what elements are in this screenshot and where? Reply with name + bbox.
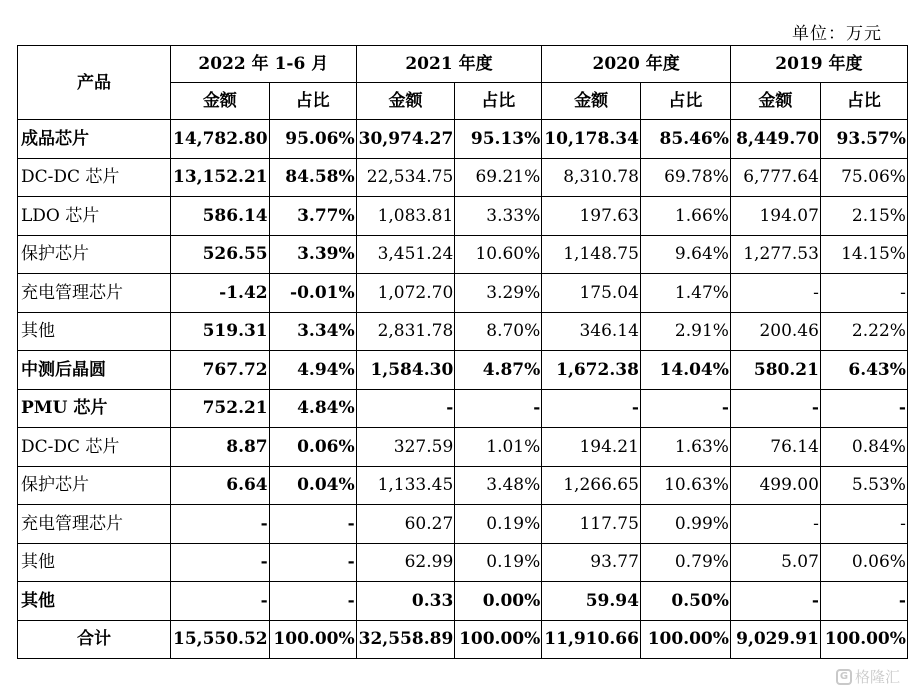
table-cell: 1,148.75: [542, 235, 641, 274]
table-cell: -: [269, 582, 356, 621]
table-cell: 3.33%: [455, 197, 542, 236]
table-cell: -: [269, 543, 356, 582]
table-cell: 1.66%: [640, 197, 730, 236]
total-cell: 15,550.52: [171, 620, 270, 659]
header-ratio: 占比: [455, 83, 542, 120]
table-cell: 0.19%: [455, 505, 542, 544]
table-cell: 0.33: [356, 582, 455, 621]
table-cell: 85.46%: [640, 120, 730, 159]
table-cell: 14.15%: [820, 235, 907, 274]
row-label: 成品芯片: [18, 120, 171, 159]
table-cell: 2.22%: [820, 312, 907, 351]
table-row: [18, 158, 908, 197]
table-cell: 2.91%: [640, 312, 730, 351]
table-cell: -: [730, 582, 820, 621]
table-cell: 117.75: [542, 505, 641, 544]
table-cell: 4.84%: [269, 389, 356, 428]
table-cell: -1.42: [171, 274, 270, 313]
table-cell: -: [542, 389, 641, 428]
table-cell: 526.55: [171, 235, 270, 274]
table-cell: -: [820, 582, 907, 621]
table-cell: 9.64%: [640, 235, 730, 274]
table-cell: 1,266.65: [542, 466, 641, 505]
table-row: [18, 505, 908, 544]
table-cell: -: [171, 505, 270, 544]
table-cell: 10.63%: [640, 466, 730, 505]
table-cell: 197.63: [542, 197, 641, 236]
table-cell: 1,672.38: [542, 351, 641, 390]
table-cell: 60.27: [356, 505, 455, 544]
table-body: [18, 120, 908, 621]
table-cell: 69.78%: [640, 158, 730, 197]
header-period-2021: 2021 年度: [356, 46, 542, 83]
table-row: [18, 466, 908, 505]
table-row: [18, 274, 908, 313]
table-cell: 75.06%: [820, 158, 907, 197]
table-cell: 69.21%: [455, 158, 542, 197]
table-row: [18, 235, 908, 274]
table-cell: 175.04: [542, 274, 641, 313]
table-cell: -: [730, 389, 820, 428]
table-cell: 2.15%: [820, 197, 907, 236]
watermark: [836, 666, 900, 687]
row-label: LDO 芯片: [18, 197, 171, 236]
table-cell: -: [356, 389, 455, 428]
table-cell: -: [171, 543, 270, 582]
table-cell: 8,310.78: [542, 158, 641, 197]
table-cell: 0.04%: [269, 466, 356, 505]
table-cell: 3.48%: [455, 466, 542, 505]
table-cell: -: [820, 274, 907, 313]
row-label: DC-DC 芯片: [18, 158, 171, 197]
table-cell: 8,449.70: [730, 120, 820, 159]
table-cell: 586.14: [171, 197, 270, 236]
table-row: [18, 582, 908, 621]
header-amount: 金额: [542, 83, 641, 120]
watermark-logo-icon: G: [836, 669, 852, 685]
revenue-table: [17, 45, 908, 659]
table-cell: 1,584.30: [356, 351, 455, 390]
table-cell: 95.13%: [455, 120, 542, 159]
table-cell: -: [730, 274, 820, 313]
row-label: 充电管理芯片: [18, 274, 171, 313]
table-cell: 0.84%: [820, 428, 907, 467]
table-row: [18, 120, 908, 159]
table-cell: 10.60%: [455, 235, 542, 274]
table-cell: 84.58%: [269, 158, 356, 197]
table-row: [18, 197, 908, 236]
table-cell: 752.21: [171, 389, 270, 428]
table-cell: 0.00%: [455, 582, 542, 621]
header-row-periods: [18, 46, 908, 83]
table-cell: 0.99%: [640, 505, 730, 544]
table-cell: 6.43%: [820, 351, 907, 390]
table-cell: 3.77%: [269, 197, 356, 236]
header-amount: 金额: [171, 83, 270, 120]
table-cell: 346.14: [542, 312, 641, 351]
header-ratio: 占比: [820, 83, 907, 120]
table-cell: 8.70%: [455, 312, 542, 351]
table-cell: 519.31: [171, 312, 270, 351]
row-label: 其他: [18, 582, 171, 621]
row-label: PMU 芯片: [18, 389, 171, 428]
table-cell: 3.39%: [269, 235, 356, 274]
row-label: 中测后晶圆: [18, 351, 171, 390]
total-cell: 9,029.91: [730, 620, 820, 659]
table-cell: 93.57%: [820, 120, 907, 159]
header-product: 产品: [18, 46, 171, 120]
total-label: 合计: [18, 620, 171, 659]
table-cell: 767.72: [171, 351, 270, 390]
table-cell: 0.50%: [640, 582, 730, 621]
table-cell: 200.46: [730, 312, 820, 351]
row-label: 保护芯片: [18, 466, 171, 505]
row-label: 充电管理芯片: [18, 505, 171, 544]
table-cell: 14.04%: [640, 351, 730, 390]
table-cell: -: [640, 389, 730, 428]
table-cell: 2,831.78: [356, 312, 455, 351]
unit-label: 单位：万元: [792, 24, 882, 44]
table-cell: 13,152.21: [171, 158, 270, 197]
table-cell: -: [171, 582, 270, 621]
table-cell: 10,178.34: [542, 120, 641, 159]
table-cell: 6,777.64: [730, 158, 820, 197]
row-label: DC-DC 芯片: [18, 428, 171, 467]
total-cell: 32,558.89: [356, 620, 455, 659]
header-ratio: 占比: [269, 83, 356, 120]
table-cell: -: [820, 389, 907, 428]
table-cell: 194.21: [542, 428, 641, 467]
watermark-text: 格隆汇: [854, 668, 900, 686]
table-cell: 3.34%: [269, 312, 356, 351]
header-period-2022h1: 2022 年 1-6 月: [171, 46, 357, 83]
table-cell: 5.07: [730, 543, 820, 582]
table-cell: 0.06%: [269, 428, 356, 467]
table-cell: -: [269, 505, 356, 544]
table-cell: -: [455, 389, 542, 428]
table-cell: 4.94%: [269, 351, 356, 390]
row-label: 其他: [18, 543, 171, 582]
table-cell: 0.79%: [640, 543, 730, 582]
table-cell: 194.07: [730, 197, 820, 236]
table-cell: 4.87%: [455, 351, 542, 390]
table-cell: 1.01%: [455, 428, 542, 467]
header-ratio: 占比: [640, 83, 730, 120]
table-cell: 0.06%: [820, 543, 907, 582]
row-label: 保护芯片: [18, 235, 171, 274]
table-cell: 62.99: [356, 543, 455, 582]
table-cell: 6.64: [171, 466, 270, 505]
table-row: [18, 312, 908, 351]
table-cell: 76.14: [730, 428, 820, 467]
table-cell: 499.00: [730, 466, 820, 505]
header-period-2020: 2020 年度: [542, 46, 731, 83]
table-cell: 1,133.45: [356, 466, 455, 505]
table-cell: 95.06%: [269, 120, 356, 159]
total-row: [18, 620, 908, 659]
table-cell: 5.53%: [820, 466, 907, 505]
header-period-2019: 2019 年度: [730, 46, 907, 83]
table-cell: 3,451.24: [356, 235, 455, 274]
table-cell: 1.63%: [640, 428, 730, 467]
table-cell: 1,072.70: [356, 274, 455, 313]
row-label: 其他: [18, 312, 171, 351]
table-cell: -: [730, 505, 820, 544]
table-row: [18, 543, 908, 582]
total-cell: 11,910.66: [542, 620, 641, 659]
total-cell: 100.00%: [455, 620, 542, 659]
table-cell: 22,534.75: [356, 158, 455, 197]
table-cell: 327.59: [356, 428, 455, 467]
table-cell: 14,782.80: [171, 120, 270, 159]
table-cell: 3.29%: [455, 274, 542, 313]
table-cell: 30,974.27: [356, 120, 455, 159]
table-cell: 580.21: [730, 351, 820, 390]
total-cell: 100.00%: [640, 620, 730, 659]
table-row: [18, 389, 908, 428]
table-cell: 1.47%: [640, 274, 730, 313]
header-amount: 金额: [356, 83, 455, 120]
table-cell: -0.01%: [269, 274, 356, 313]
header-amount: 金额: [730, 83, 820, 120]
table-cell: -: [820, 505, 907, 544]
table-cell: 1,083.81: [356, 197, 455, 236]
table-row: [18, 428, 908, 467]
total-cell: 100.00%: [269, 620, 356, 659]
total-cell: 100.00%: [820, 620, 907, 659]
table-cell: 0.19%: [455, 543, 542, 582]
table-cell: 93.77: [542, 543, 641, 582]
table-cell: 59.94: [542, 582, 641, 621]
table-cell: 1,277.53: [730, 235, 820, 274]
table-cell: 8.87: [171, 428, 270, 467]
table-row: [18, 351, 908, 390]
